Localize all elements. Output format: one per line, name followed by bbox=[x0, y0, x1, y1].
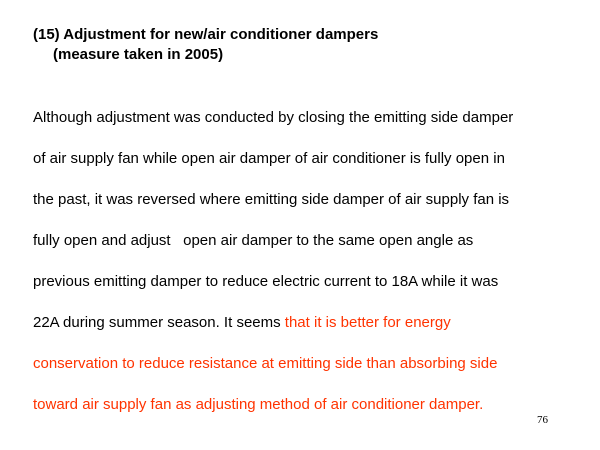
body-paragraph bbox=[33, 87, 573, 415]
body-line-5: previous emitting damper to reduce electric current to 18A while it was bbox=[33, 272, 499, 290]
body-line-4: fully open and adjust open air damper to the same open angle as bbox=[33, 231, 474, 249]
body-line-6-black: 22A during summer season. It seems bbox=[33, 313, 285, 331]
body-line-7-highlight: conservation to reduce resistance at emitting side than absorbing side bbox=[33, 354, 498, 372]
body-line-8-highlight: toward air supply fan as adjusting method of air conditioner damper. bbox=[33, 395, 484, 413]
title-line-1: (15) Adjustment for new/air conditioner dampers bbox=[33, 26, 379, 43]
body-line-2: of air supply fan while open air damper of air conditioner is fully open in bbox=[33, 149, 505, 167]
body-line-6-highlight: that it is better for energy bbox=[284, 313, 451, 331]
page-number: 76 bbox=[537, 414, 548, 426]
slide-title bbox=[33, 25, 573, 65]
body-line-1: Although adjustment was conducted by closing the emitting side damper bbox=[33, 108, 514, 126]
body-line-3: the past, it was reversed where emitting side damper of air supply fan is bbox=[33, 190, 510, 208]
title-line-2: (measure taken in 2005) bbox=[53, 46, 224, 63]
